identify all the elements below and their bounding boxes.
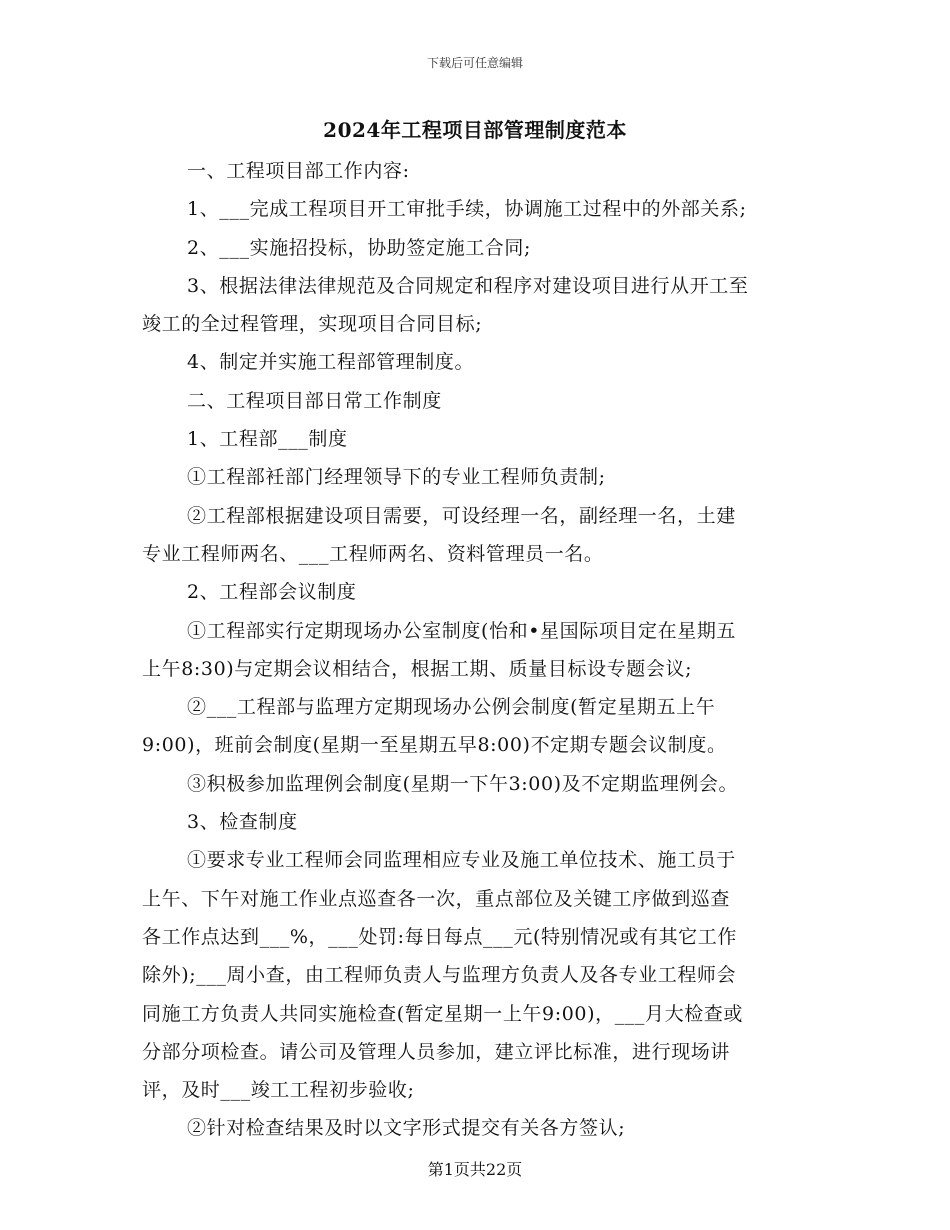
text-line: ①工程部衽部门经理领导下的专业工程师负责制; (187, 466, 606, 489)
text-line: ①要求专业工程师会同监理相应专业及施工单位技术、施工员于 (187, 849, 736, 872)
text-line: 同施工方负责人共同实施检查(暂定星期一上午9:00)，___月大检查或 (142, 1002, 743, 1025)
text-line: 各工作点达到___%，___处罚:每日每点___元(特别情况或有其它工作 (142, 925, 737, 948)
text-line: 分部分项检查。请公司及管理人员参加，建立评比标准，进行现场讲 (142, 1040, 731, 1063)
text-line: 3、检查制度 (187, 811, 298, 834)
text-line: 9:00)，班前会制度(星期一至星期五早8:00)不定期专题会议制度。 (142, 734, 727, 757)
text-line: 2、___实施招投标，协助签定施工合同; (187, 236, 531, 259)
text-line: ②___工程部与监理方定期现场办公例会制度(暂定星期五上午 (187, 696, 716, 719)
text-line: 评，及时___竣工工程初步验收; (142, 1079, 415, 1102)
text-line: 2、工程部会议制度 (187, 581, 357, 604)
text-line: 竣工的全过程管理，实现项目合同目标; (142, 313, 483, 336)
text-line: ①工程部实行定期现场办公室制度(怡和•星国际项目定在星期五 (187, 619, 737, 642)
text-line: 3、根据法律法律规范及合同规定和程序对建设项目进行从开工至 (187, 274, 749, 297)
page-header: 下载后可任意编辑 (426, 56, 523, 70)
document-body (142, 152, 810, 1148)
text-line: 上午、下午对施工作业点巡查各一次，重点部位及关键工序做到巡查 (142, 887, 731, 910)
text-line: 1、工程部___制度 (187, 428, 348, 451)
text-line: 除外);___周小查，由工程师负责人与监理方负责人及各专业工程师会 (142, 964, 737, 987)
text-line: 4、制定并实施工程部管理制度。 (187, 351, 475, 374)
text-line: ②工程部根据建设项目需要，可设经理一名，副经理一名，土建 (187, 504, 736, 527)
text-line: 1、___完成工程项目开工审批手续，协调施工过程中的外部关系; (187, 198, 747, 221)
text-line: 二、工程项目部日常工作制度 (187, 389, 442, 412)
document-title: 2024年工程项目部管理制度范本 (323, 118, 627, 142)
page-footer: 第1页共22页 (427, 1160, 523, 1179)
text-line: ③积极参加监理例会制度(星期一下午3:00)及不定期监理例会。 (187, 772, 739, 795)
text-line: 专业工程师两名、___工程师两名、资料管理员一名。 (142, 542, 604, 565)
text-line: 一、工程项目部工作内容: (187, 160, 410, 182)
text-line: ②针对检查结果及时以文字形式提交有关各方签认; (187, 1117, 626, 1140)
text-line: 上午8:30)与定期会议相结合，根据工期、质量目标设专题会议; (142, 657, 693, 680)
